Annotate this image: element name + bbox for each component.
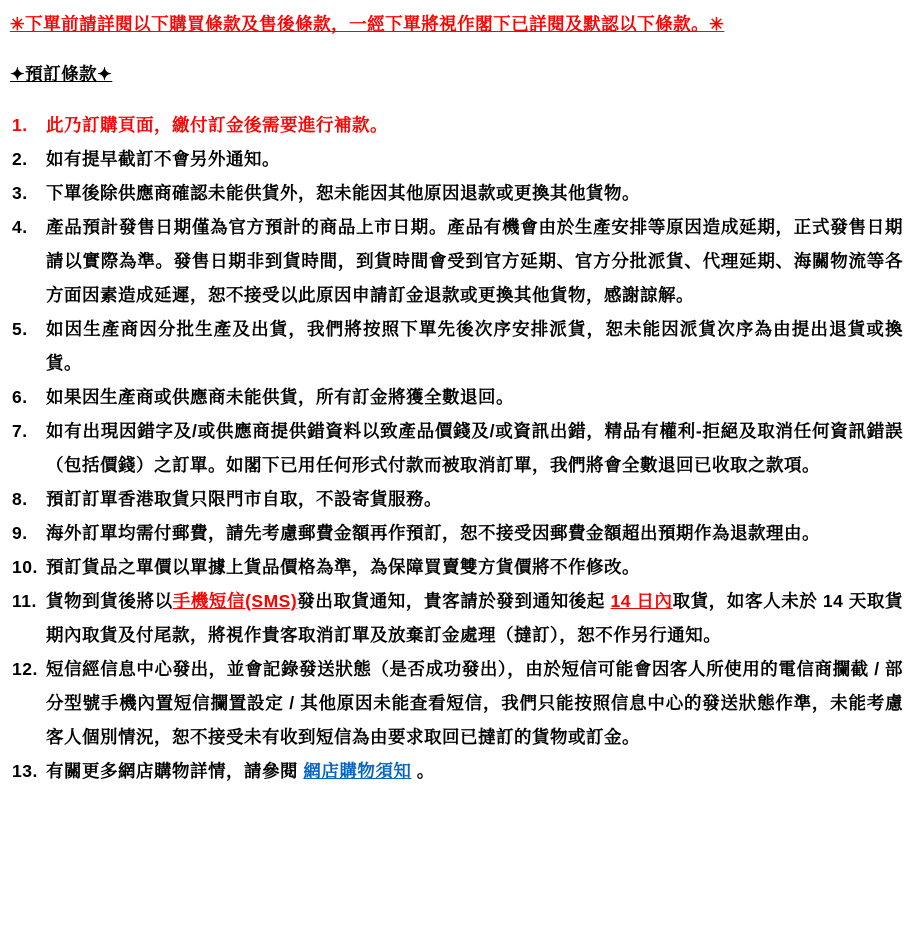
preorder-terms-page <box>10 12 903 788</box>
term-item-13 <box>10 754 903 788</box>
term-text-segment: 取貨，如客人未於 14 天取貨期內取貨及付尾款，將視作貴客取消訂單及放棄訂金處理（撻訂），恕不作另行通知。 <box>46 591 904 645</box>
term-number: 5. <box>12 319 28 339</box>
term-item-6 <box>10 380 903 414</box>
sms-notice-highlight: 手機短信(SMS) <box>172 591 298 611</box>
term-text-segment: 有關更多網店購物詳情，請參閱 <box>46 761 304 781</box>
term-number: 9. <box>12 523 28 543</box>
term-text: 下單後除供應商確認未能供貨外，恕未能因其他原因退款或更換其他貨物。 <box>46 183 640 203</box>
term-item-4 <box>10 210 903 312</box>
term-number: 8. <box>12 489 28 509</box>
term-item-12 <box>10 652 903 754</box>
term-item-11 <box>10 584 903 652</box>
term-number: 13. <box>12 761 38 781</box>
term-text: 產品預計發售日期僅為官方預計的商品上市日期。產品有機會由於生產安排等原因造成延期，正式發售日期請以實際為準。發售日期非到貨時間，到貨時間會受到官方延期、官方分批派貨、代理延期、海關物流等各方面因素造成延遲，恕不接受以此原因申請訂金退款或更換其他貨物，感謝諒解。 <box>46 217 903 305</box>
term-item-7 <box>10 414 903 482</box>
term-text-segment: 貨物到貨後將以 <box>46 591 173 611</box>
term-text: 如因生產商因分批生產及出貨，我們將按照下單先後次序安排派貨，恕未能因派貨次序為由提出退貨或換貨。 <box>46 319 903 373</box>
term-text: 如有出現因錯字及/或供應商提供錯資料以致產品價錢及/或資訊出錯，精品有權利-拒絕及取消任何資訊錯誤（包括價錢）之訂單。如閣下已用任何形式付款而被取消訂單，我們將會全數退回已收取之款項。 <box>46 421 903 475</box>
term-number: 2. <box>12 149 28 169</box>
preorder-terms-heading: ✦預訂條款✦ <box>10 64 113 84</box>
term-number: 7. <box>12 421 28 441</box>
purchase-notice-banner: ✳下單前請詳閱以下購買條款及售後條款，一經下單將視作閣下已詳閱及默認以下條款。✳ <box>10 14 725 34</box>
term-item-8 <box>10 482 903 516</box>
term-text: 預訂訂單香港取貨只限門市自取，不設寄貨服務。 <box>46 489 442 509</box>
term-item-5 <box>10 312 903 380</box>
term-text <box>46 591 903 645</box>
term-item-9 <box>10 516 903 550</box>
term-item-2 <box>10 142 903 176</box>
term-number: 10. <box>12 557 38 577</box>
term-text: 短信經信息中心發出，並會記錄發送狀態（是否成功發出），由於短信可能會因客人所使用的電信商攔截 / 部分型號手機內置短信攔置設定 / 其他原因未能查看短信，我們只能按照信息中心的發送狀態作準，未能考慮客人個別情況，恕不接受未有收到短信為由要求取回已撻訂的貨物或訂金。 <box>46 659 903 747</box>
term-text-segment: 發出取貨通知，貴客請於發到通知後起 <box>297 591 611 611</box>
term-text-segment: 。 <box>411 761 435 781</box>
term-item-3 <box>10 176 903 210</box>
term-text: 此乃訂購頁面，繳付訂金後需要進行補款。 <box>46 115 388 135</box>
pickup-deadline-highlight: 14 日內 <box>610 591 673 611</box>
term-text: 如有提早截訂不會另外通知。 <box>46 149 280 169</box>
term-item-1 <box>10 108 903 142</box>
store-shopping-guide-link[interactable]: 網店購物須知 <box>303 761 412 781</box>
term-number: 11. <box>12 591 37 611</box>
term-text: 如果因生產商或供應商未能供貨，所有訂金將獲全數退回。 <box>46 387 514 407</box>
term-number: 6. <box>12 387 28 407</box>
terms-list <box>10 108 903 788</box>
term-item-10 <box>10 550 903 584</box>
term-number: 4. <box>12 217 28 237</box>
term-text: 海外訂單均需付郵費，請先考慮郵費金額再作預訂，恕不接受因郵費金額超出預期作為退款理由。 <box>46 523 820 543</box>
term-number: 1. <box>12 115 28 135</box>
term-text <box>46 761 435 781</box>
term-text: 預訂貨品之單價以單據上貨品價格為準，為保障買賣雙方貨價將不作修改。 <box>46 557 640 577</box>
term-number: 12. <box>12 659 38 679</box>
term-number: 3. <box>12 183 28 203</box>
